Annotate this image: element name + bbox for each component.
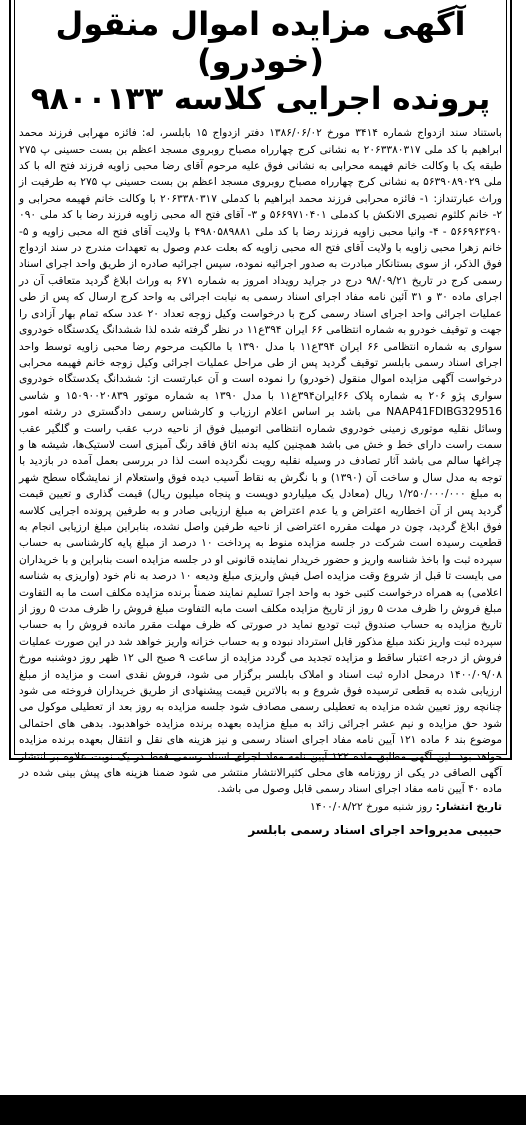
publication-date-label: تاریخ انتشار: — [435, 800, 502, 813]
auction-notice — [9, 0, 512, 837]
publication-date — [19, 800, 502, 815]
notice-body: باستناد سند ازدواج شماره ۳۴۱۴ مورخ ۱۳۸۶/۰۶/۰۲ دفتر ازدواج ۱۵ بابلسر، له: فائزه مهرابی فرزند محمد ابراهیم با کد ملی ۲۰۶۳۳۸۰۳۱۷ به نشانی کرج چهارراه مصباح روبروی مسجد اعظم بن بست حسینی پ ۲۷۵ طبقه یک با وکالت خانم فهیمه محرابی به نشانی فوق علیه مرحوم آقای رضا محبی زاویه فرزند فتح اله با کد ملی ۵۶۳۹۰۸۹۰۲۹ به نشانی کرج چهارراه مصباح روبروی مسجد اعظم بن بست حسینی پ ۲۷۵ به طرفیت از وراث عبارتنداز: ۱- فائزه محرابی فرزند محمد ابراهیم با کدملی ۲۰۶۳۳۸۰۳۱۷ با وکالت خانم فهیمه محرابی و ۲- خانم کلثوم نصیری الانکش با کدملی ۵۶۶۹۷۱۰۴۰۱ و ۳- آقای فتح اله محبی زاویه فرزند رضا با کد ملی ۰۹۰ ۵۶۶۹۶۳۶۹۰ - ۴- وانیا محبی زاویه فرزند رضا با کد ملی ۴۹۸۰۵۸۹۸۸۱ با ولایت آقای فتح اله محبی زاویه و ۵- خانم زهرا محبی زاویه با ولایت آقای فتح اله محبی زاویه که بعلت عدم وصول به تعهدات مندرج در سند ازدواج فوق الذکر، از سوی بستانکار مبادرت به صدور اجرائیه نموده، سپس اجرائیه صادره از طریق واحد اجرای اسناد رسمی کرج در تاریخ ۹۸/۰۹/۲۱ درج در جراید رویداد امروز به شماره ۶۷۱ به وراث ابلاغ گردید متعاقب آن در اجرای ماده ۳۰ و ۳۱ آئین نامه مفاد اجرای اسناد رسمی به نیابت اجرائی به واحد کرج ارسال که پس از طی عملیات اجرائی واحد اجرای اسناد رسمی کرج با درخواست وکیل زوجه تعداد ۲۰ عدد سکه تمام بهار آزادی را جهت و توقیف خودرو به شماره انتظامی ۶۶ ایران ۳۹۴ع۱۱ در نظر گرفته شده لذا ششدانگ یکدستگاه خودروی سواری به شماره انتظامی ۶۶ ایران ۳۹۴ع۱۱ با مدل ۱۳۹۰ با مالکیت مرحوم رضا محبی زاویه توسط واحد اجرای اسناد رسمی بابلسر توقیف گردید پس از طی مراحل عملیات اجرائی وکیل زوجه خانم فهیمه محرابی درخواست آگهی مزایده اموال منقول (خودرو) را نموده است و آن عبارتست از: ششدانگ یکدستگاه خودروی سواری پژو ۲۰۶ به شماره پلاک ۶۶ایران۳۹۴ع۱۱ با مدل ۱۳۹۰ به شماره موتور ۱۵۰۹۰۰۲۰۸۳۹ و شاسی NAAP41FDIBG329516 می باشد بر اساس اعلام ارزیاب و کارشناس رسمی دادگستری در رشته امور وسائل نقلیه موتوری زمینی خودروی شماره انتظامی اتومبیل فوق از ناحیه درب عقب راست و گلگیر عقب سمت راست دارای خط و خش می باشد همچنین کلیه بدنه اتاق فاقد رنگ آمیزی است لاستیک‌ها، شیشه ها و چراغها سالم می باشد آثار تصادف در وسیله نقلیه رویت نگردیده است لذا در بررسی بعمل آمده در بازدید با توجه به مدل سال و ساخت آن (۱۳۹۰) و با نگرش به نقاط آسیب دیده فوق واستعلام از نمایشگاه سطح شهر به مبلغ ۱/۲۵۰/۰۰۰/۰۰۰ ریال (معادل یک میلیاردو دویست و پنجاه میلیون ریال) قیمت گذاری و تعیین قیمت گردید پس از آن اخطاریه اعتراض و یا عدم اعتراض به مبلغ ارزیابی صادر و به طرفین پرونده اجرایی کلاسه فوق ابلاغ گردید، چون در مهلت مقرره اعتراضی از ناحیه طرفین واصل نشده، بنابراین مبلغ ارزیابی انجام به قطعیت رسیده است شرکت در جلسه مزایده منوط به پرداخت ۱۰ درصد از مبلغ پایه کارشناسی به حساب سپرده ثبت وا باخذ شناسه واریز و حضور خریدار نماینده قانونی او در جلسه مزایده است بنابراین و با خریداران می بایست تا قبل از شروع وقت مزایده اصل فیش واریزی مبلغ ودیعه ۱۰ درصد به نام خود (واریزی به شناسه اعلامی) به همراه درخواست کتبی خود به واحد اجرا تسلیم نمایند ضمناً برنده مزایده مکلف است ما به التفاوت مبلغ فروش را ظرف مدت ۵ روز از تاریخ مزایده مکلف است مابه التفاوت مبلغ فروش را ظرف مدت ۵ روز از تاریخ مزایده به حساب صندوق ثبت تودیع نماید در صورتی که ظرف مهلت مقرر مانده فروش را به حساب سپرده ثبت واریز نکند مبلغ مذکور قابل استرداد نبوده و به حساب خزانه واریز خواهد شد در این صورت عملیات فروش از درجه اعتبار ساقط و مزایده تجدید می گردد مزایده از ساعت ۹ صبح الی ۱۲ ظهر روز دوشنبه مورخ ۱۴۰۰/۰۹/۰۸ درمحل اداره ثبت اسناد و املاک بابلسر برگزار می شود، فروش نقدی است و مزایده از مبلغ ارزیابی شده به قطعی ترسیده فوق شروع و به بالاترین قیمت پیشنهادی از طریق خریداران فروخته می شود چنانچه روز تعیین شده مزایده به تعطیلی رسمی مصادف شود جلسه مزایده به روز بعد از تعطیلی موکول می شود حق مزایده و نیم عشر اجرائی زائد به مبلغ مزایده بعهده برنده مزایده خواهدبود. بدهی های احتمالی موضوع بند ۶ ماده ۱۲۱ آیین نامه مفاد اجرای اسناد رسمی و نیز هزینه های نقل و انتقال بعهده برنده مزایده خواهد بود. این آگهی مطابق ماده ۱۲۲ آیین نامه مفاد اجرای اسناد رسمی فقط در یک نوبت علاوه بر انتشار آگهی الصاقی در یکی از روزنامه های محلی کثیرالانتشار منتشر می شود ضمنا هزینه های پیش بینی شده در ماده ۴۰ آیین نامه مفاد اجرای اسناد رسمی قابل وصول می باشد. — [19, 127, 503, 796]
case-number-title: پرونده اجرایی کلاسه ۹۸۰۰۱۳۳ — [30, 80, 491, 117]
notice-title: آگهی مزایده اموال منقول (خودرو) — [55, 5, 466, 80]
notice-inner-frame — [14, 0, 507, 755]
bottom-black-bar — [0, 1095, 526, 1125]
publication-date-value: روز شنبه مورخ ۱۴۰۰/۰۸/۲۲ — [310, 800, 433, 813]
notice-signature: حبیبی مدیرواحد اجرای اسناد رسمی بابلسر — [248, 822, 502, 837]
